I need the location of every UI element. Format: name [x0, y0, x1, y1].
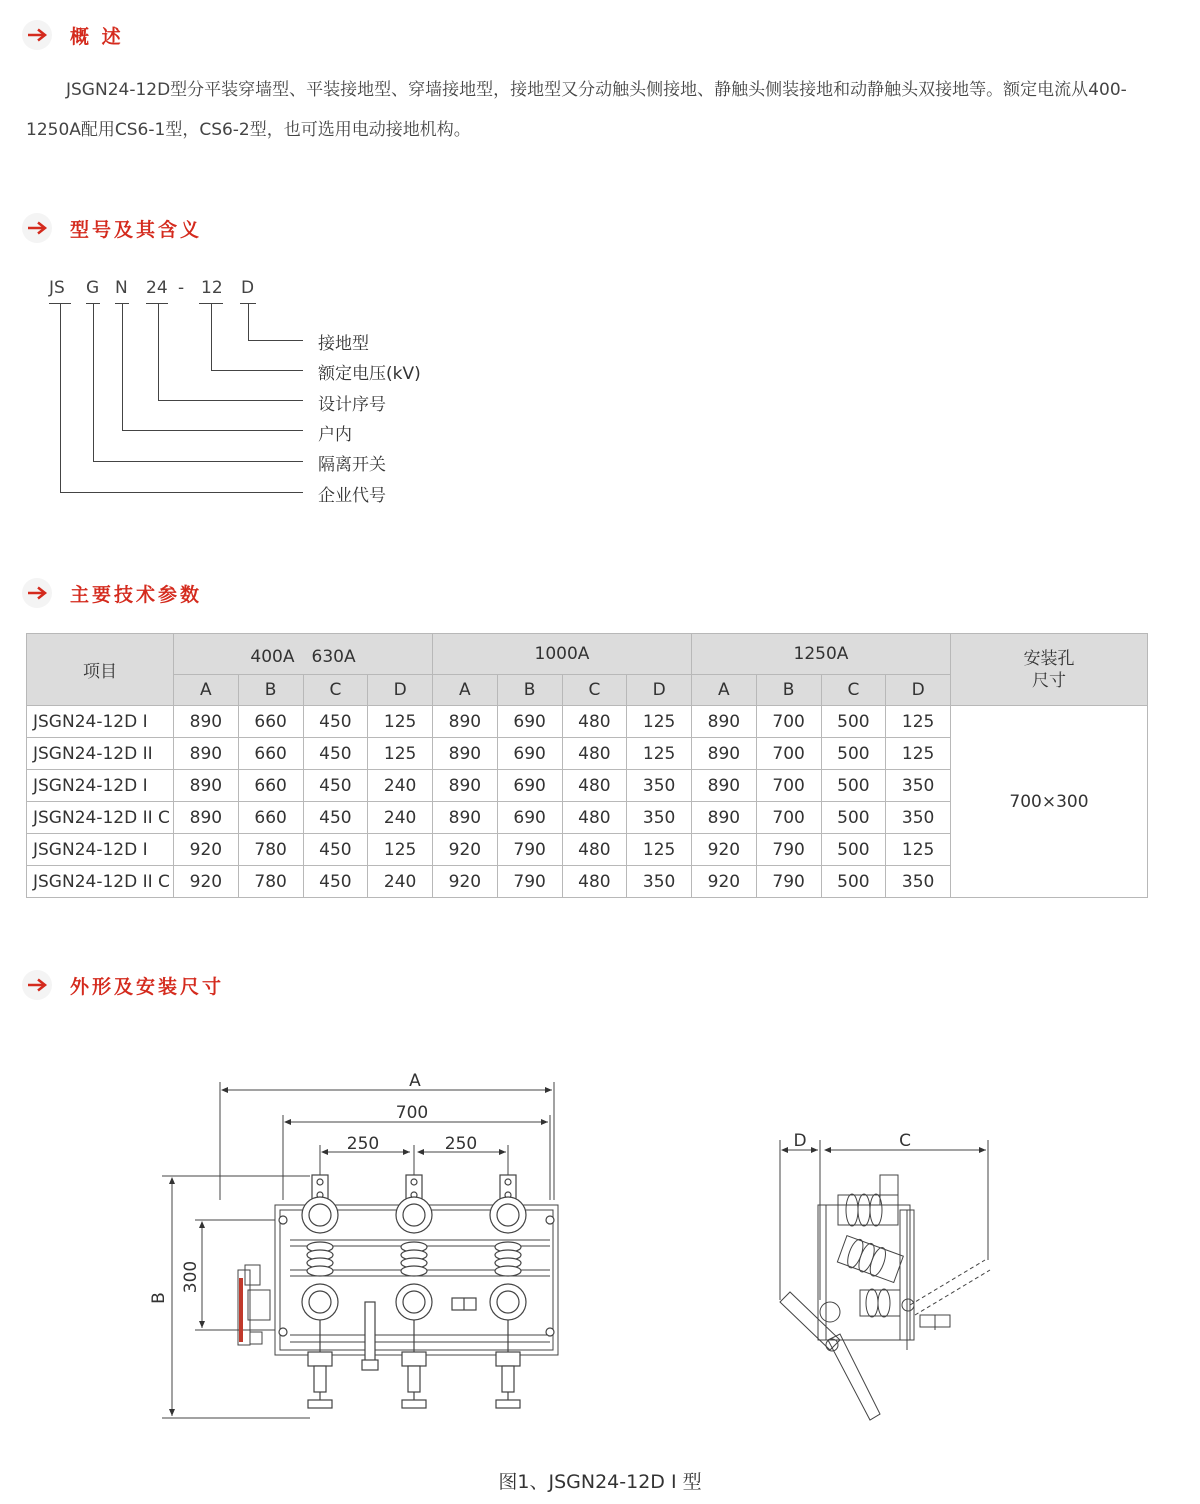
table-cell: 890 [692, 770, 757, 802]
table-cell: 890 [174, 802, 239, 834]
table-cell: 920 [174, 866, 239, 898]
arrow-right-icon [22, 20, 52, 50]
leader-line [248, 340, 303, 341]
table-cell: 890 [433, 706, 498, 738]
table-cell: 790 [497, 866, 562, 898]
table-cell: 700 [756, 770, 821, 802]
table-cell: 480 [562, 866, 627, 898]
table-cell: 660 [238, 802, 303, 834]
table-cell: 920 [433, 866, 498, 898]
column-header: D [886, 675, 951, 706]
table-cell: 350 [627, 866, 692, 898]
table-cell: 890 [692, 738, 757, 770]
table-cell: 350 [627, 770, 692, 802]
row-name: JSGN24-12D I [27, 834, 174, 866]
table-cell: 350 [886, 866, 951, 898]
table-cell: 890 [433, 738, 498, 770]
table-cell: 450 [303, 738, 368, 770]
arrow-right-icon [22, 970, 52, 1000]
section-title: 概 述 [70, 25, 124, 48]
code-part: - [178, 278, 185, 298]
code-part: G [86, 278, 100, 298]
table-cell: 890 [174, 706, 239, 738]
table-cell: 240 [368, 802, 433, 834]
dim-label-700: 700 [395, 1103, 429, 1123]
table-cell: 125 [368, 834, 433, 866]
column-header: C [303, 675, 368, 706]
table-cell: 450 [303, 866, 368, 898]
table-cell: 890 [433, 770, 498, 802]
table-cell: 125 [627, 738, 692, 770]
table-cell: 700 [756, 738, 821, 770]
column-header: B [238, 675, 303, 706]
table-cell: 690 [497, 738, 562, 770]
arrow-right-icon [22, 578, 52, 608]
code-meaning: 隔离开关 [318, 455, 386, 475]
table-cell: 890 [692, 802, 757, 834]
dim-label-250: 250 [346, 1134, 380, 1154]
table-cell: 480 [562, 738, 627, 770]
code-meaning: 企业代号 [318, 486, 386, 506]
section-header-dims [22, 970, 224, 1000]
arrow-right-icon [22, 213, 52, 243]
leader-line [158, 303, 159, 400]
row-name: JSGN24-12D II C [27, 866, 174, 898]
table-cell: 450 [303, 802, 368, 834]
row-name: JSGN24-12D II C [27, 802, 174, 834]
leader-line [60, 492, 303, 493]
table-cell: 350 [886, 770, 951, 802]
code-meaning: 接地型 [318, 334, 369, 354]
table-cell: 125 [886, 706, 951, 738]
table-cell: 500 [821, 834, 886, 866]
table-cell: 500 [821, 866, 886, 898]
section-title: 型号及其含义 [70, 218, 203, 241]
code-part: N [115, 278, 128, 298]
table-cell: 240 [368, 866, 433, 898]
code-meaning: 设计序号 [318, 395, 386, 415]
table-cell: 890 [174, 738, 239, 770]
table-cell: 500 [821, 738, 886, 770]
dim-label-D: D [793, 1131, 807, 1151]
mount-hole-value: 700×300 [951, 706, 1148, 898]
table-row [27, 706, 1148, 738]
leader-line [211, 370, 303, 371]
table-cell: 350 [627, 802, 692, 834]
table-cell: 920 [174, 834, 239, 866]
code-part: D [241, 278, 255, 298]
leader-line [211, 303, 212, 370]
column-header: A [433, 675, 498, 706]
table-cell: 920 [692, 834, 757, 866]
spec-table [26, 633, 1148, 898]
section-header-model [22, 213, 202, 243]
table-cell: 700 [756, 802, 821, 834]
header-group: 1000A [433, 634, 692, 675]
table-cell: 125 [886, 834, 951, 866]
dim-label-C: C [899, 1131, 911, 1151]
code-meaning: 额定电压(kV) [318, 364, 421, 384]
leader-line [248, 303, 249, 340]
code-underline [146, 303, 168, 304]
table-cell: 500 [821, 770, 886, 802]
section-header-overview [22, 20, 124, 50]
column-header: D [627, 675, 692, 706]
front-view-drawing [140, 1060, 590, 1430]
overview-paragraph: JSGN24-12D型分平装穿墙型、平装接地型、穿墙接地型，接地型又分动触头侧接地、静触头侧装接地和动静触头双接地等。额定电流从400-1250A配用CS6-1型，CS6-2型，也可选用电动接地机构。 [26, 80, 1127, 140]
table-cell: 890 [433, 802, 498, 834]
table-cell: 690 [497, 706, 562, 738]
table-cell: 920 [692, 866, 757, 898]
table-cell: 790 [497, 834, 562, 866]
table-cell: 690 [497, 770, 562, 802]
row-name: JSGN24-12D II [27, 738, 174, 770]
dim-label-A: A [409, 1071, 421, 1091]
code-part: 12 [201, 278, 223, 298]
row-name: JSGN24-12D I [27, 770, 174, 802]
table-cell: 125 [627, 834, 692, 866]
table-cell: 660 [238, 706, 303, 738]
table-cell: 500 [821, 706, 886, 738]
column-header: B [497, 675, 562, 706]
table-cell: 480 [562, 802, 627, 834]
code-meaning: 户内 [318, 425, 352, 445]
section-header-params [22, 578, 202, 608]
table-cell: 450 [303, 770, 368, 802]
table-cell: 780 [238, 866, 303, 898]
table-cell: 480 [562, 706, 627, 738]
table-cell: 890 [692, 706, 757, 738]
column-header: C [821, 675, 886, 706]
table-cell: 450 [303, 834, 368, 866]
column-header: B [756, 675, 821, 706]
header-group: 400A 630A [174, 634, 433, 675]
table-cell: 690 [497, 802, 562, 834]
figure-caption: 图1、JSGN24-12D I 型 [498, 1471, 702, 1493]
section-title: 外形及安装尺寸 [70, 975, 225, 998]
table-cell: 450 [303, 706, 368, 738]
leader-line [158, 400, 303, 401]
header-mount: 安装孔尺寸 [951, 634, 1148, 706]
section-title: 主要技术参数 [70, 583, 203, 606]
column-header: A [174, 675, 239, 706]
table-cell: 125 [886, 738, 951, 770]
table-cell: 125 [368, 706, 433, 738]
column-header: A [692, 675, 757, 706]
table-cell: 700 [756, 706, 821, 738]
table-cell: 890 [174, 770, 239, 802]
dim-label-300: 300 [181, 1260, 201, 1294]
leader-line [122, 303, 123, 430]
table-cell: 125 [368, 738, 433, 770]
table-cell: 660 [238, 738, 303, 770]
row-name: JSGN24-12D I [27, 706, 174, 738]
header-item: 项目 [27, 634, 174, 706]
leader-line [60, 303, 61, 492]
leader-line [122, 430, 303, 431]
dim-label-B: B [149, 1292, 169, 1304]
table-cell: 480 [562, 770, 627, 802]
table-cell: 920 [433, 834, 498, 866]
dim-label-250: 250 [444, 1134, 478, 1154]
column-header: D [368, 675, 433, 706]
table-cell: 350 [886, 802, 951, 834]
code-part: 24 [146, 278, 168, 298]
table-cell: 500 [821, 802, 886, 834]
column-header: C [562, 675, 627, 706]
table-cell: 790 [756, 834, 821, 866]
table-cell: 780 [238, 834, 303, 866]
table-cell: 125 [627, 706, 692, 738]
table-cell: 790 [756, 866, 821, 898]
header-group: 1250A [692, 634, 951, 675]
leader-line [93, 461, 303, 462]
table-cell: 480 [562, 834, 627, 866]
side-view-drawing [760, 1120, 1020, 1430]
code-part: JS [49, 278, 65, 298]
table-cell: 240 [368, 770, 433, 802]
leader-line [93, 303, 94, 461]
table-cell: 660 [238, 770, 303, 802]
